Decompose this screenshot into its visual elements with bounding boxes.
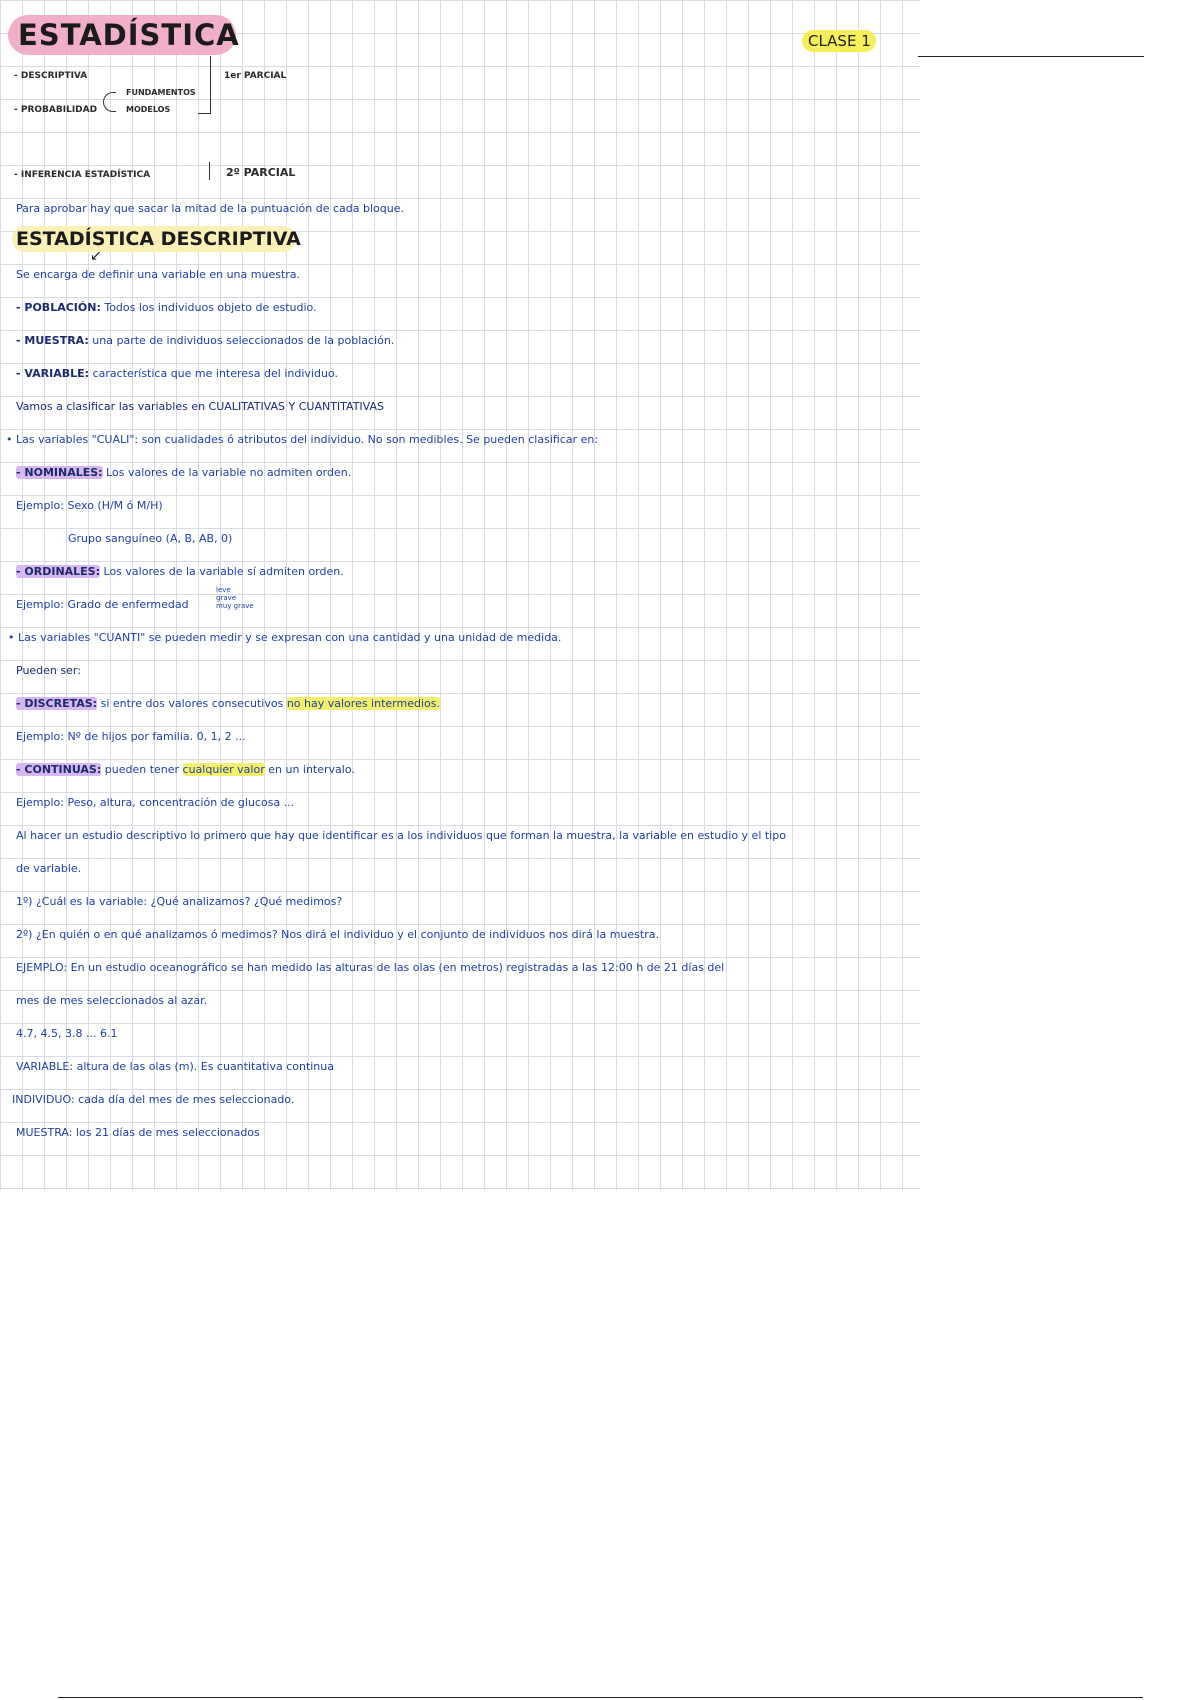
- line-cuali: • Las variables "CUALI": son cualidades ó atributos del individuo. No son medibles. Se pueden clasificar en:: [6, 433, 599, 446]
- line-ejemplo-enfermedad: Ejemplo: Grado de enfermedad: [16, 598, 189, 611]
- line-variable-olas: VARIABLE: altura de las olas (m). Es cuantitativa continua: [16, 1060, 334, 1073]
- text-discretas: si entre dos valores consecutivos: [97, 697, 287, 710]
- line-variable: [16, 365, 338, 383]
- check-arrow-icon: ↙: [90, 248, 102, 264]
- text-continuas-highlight: cualquier valor: [182, 763, 265, 776]
- line-muestra-olas: MUESTRA: los 21 días de mes seleccionados: [16, 1126, 260, 1139]
- line-ejemplo-peso: Ejemplo: Peso, altura, concentración de glucosa ...: [16, 796, 295, 809]
- outline-inferencia: - INFERENCIA ESTADÍSTICA: [14, 170, 151, 180]
- label-nominales: - NOMINALES:: [16, 466, 103, 479]
- line-ejemplo-olas-2: mes de mes seleccionados al azar.: [16, 994, 208, 1007]
- label-ordinales: - ORDINALES:: [16, 565, 101, 578]
- line-nominales: [16, 464, 351, 482]
- line-discretas: [16, 695, 440, 713]
- header-rule: [918, 56, 1144, 57]
- bracket-line: [210, 56, 211, 114]
- line-estudio-1: Al hacer un estudio descriptivo lo primero que hay que identificar es a los individuos que forman la muestra, la variable en estudio y el tipo: [16, 829, 786, 842]
- text-discretas-highlight: no hay valores intermedios.: [286, 697, 440, 710]
- line-datos: 4.7, 4.5, 3.8 ... 6.1: [16, 1027, 118, 1040]
- label-variable: - VARIABLE:: [16, 367, 90, 380]
- text-continuas-b: en un intervalo.: [264, 763, 355, 776]
- text-continuas-a: pueden tener: [101, 763, 183, 776]
- outline-prob-sub-1: FUNDAMENTOS: [126, 88, 196, 97]
- label-muestra: - MUESTRA:: [16, 334, 89, 347]
- line-definition: Se encarga de definir una variable en una muestra.: [16, 268, 301, 281]
- outline-parcial-1: 1er PARCIAL: [224, 71, 287, 81]
- line-ejemplo-olas-1: EJEMPLO: En un estudio oceanográfico se han medido las alturas de las olas (en metros) registradas a las 12:00 h de 21 días del: [16, 961, 725, 974]
- outline-parcial-2: 2º PARCIAL: [226, 166, 296, 179]
- level-grave: grave: [216, 594, 237, 602]
- line-poblacion: [16, 299, 317, 317]
- line-ejemplo-sexo: Ejemplo: Sexo (H/M ó M/H): [16, 499, 163, 512]
- line-ejemplo-hijos: Ejemplo: Nº de hijos por familia. 0, 1, 2 ...: [16, 730, 246, 743]
- line-muestra: [16, 332, 394, 350]
- label-poblacion: - POBLACIÓN:: [16, 301, 101, 314]
- enfermedad-levels: [216, 586, 254, 610]
- text-nominales: Los valores de la variable no admiten orden.: [102, 466, 352, 479]
- line-grupo-sanguineo: Grupo sanguíneo (A, B, AB, 0): [68, 532, 233, 545]
- line-individuo: INDIVIDUO: cada día del mes de mes seleccionado.: [12, 1093, 295, 1106]
- text-muestra: una parte de individuos seleccionados de la población.: [88, 334, 395, 347]
- line-pueden-ser: Pueden ser:: [16, 664, 81, 677]
- bracket-foot: [198, 113, 211, 114]
- line-continuas: [16, 761, 355, 779]
- line-cuanti: • Las variables "CUANTI" se pueden medir y se expresan con una cantidad y una unidad de medida.: [8, 631, 562, 644]
- text-poblacion: Todos los individuos objeto de estudio.: [100, 301, 317, 314]
- level-muy-grave: muy grave: [216, 602, 254, 610]
- line-paso-2: 2º) ¿En quién o en qué analizamos ó medimos? Nos dirá el individuo y el conjunto de individuos nos dirá la muestra.: [16, 928, 659, 941]
- clase-label: CLASE 1: [808, 32, 871, 50]
- footer-rule: [58, 1697, 1143, 1698]
- text-ordinales: Los valores de la variable sí admiten orden.: [100, 565, 344, 578]
- aprobar-note: Para aprobar hay que sacar la mitad de la puntuación de cada bloque.: [16, 202, 404, 215]
- outline-prob-sub-2: MODELOS: [126, 105, 171, 114]
- bracket-line-2: [209, 162, 210, 180]
- level-leve: leve: [216, 586, 231, 594]
- line-clasificar: Vamos a clasificar las variables en CUALITATIVAS Y CUANTITATIVAS: [16, 400, 385, 413]
- label-continuas: - CONTINUAS:: [16, 763, 102, 776]
- text-variable: característica que me interesa del individuo.: [89, 367, 338, 380]
- outline-descriptiva: - DESCRIPTIVA: [14, 71, 88, 81]
- outline-probabilidad: - PROBABILIDAD: [14, 105, 98, 115]
- line-paso-1: 1º) ¿Cuál es la variable: ¿Qué analizamos? ¿Qué medimos?: [16, 895, 343, 908]
- page-title: ESTADÍSTICA: [18, 18, 240, 52]
- line-estudio-2: de variable.: [16, 862, 82, 875]
- section-title: ESTADÍSTICA DESCRIPTIVA: [16, 228, 301, 250]
- label-discretas: - DISCRETAS:: [16, 697, 98, 710]
- line-ordinales: [16, 563, 344, 581]
- fork-bracket: [103, 92, 116, 112]
